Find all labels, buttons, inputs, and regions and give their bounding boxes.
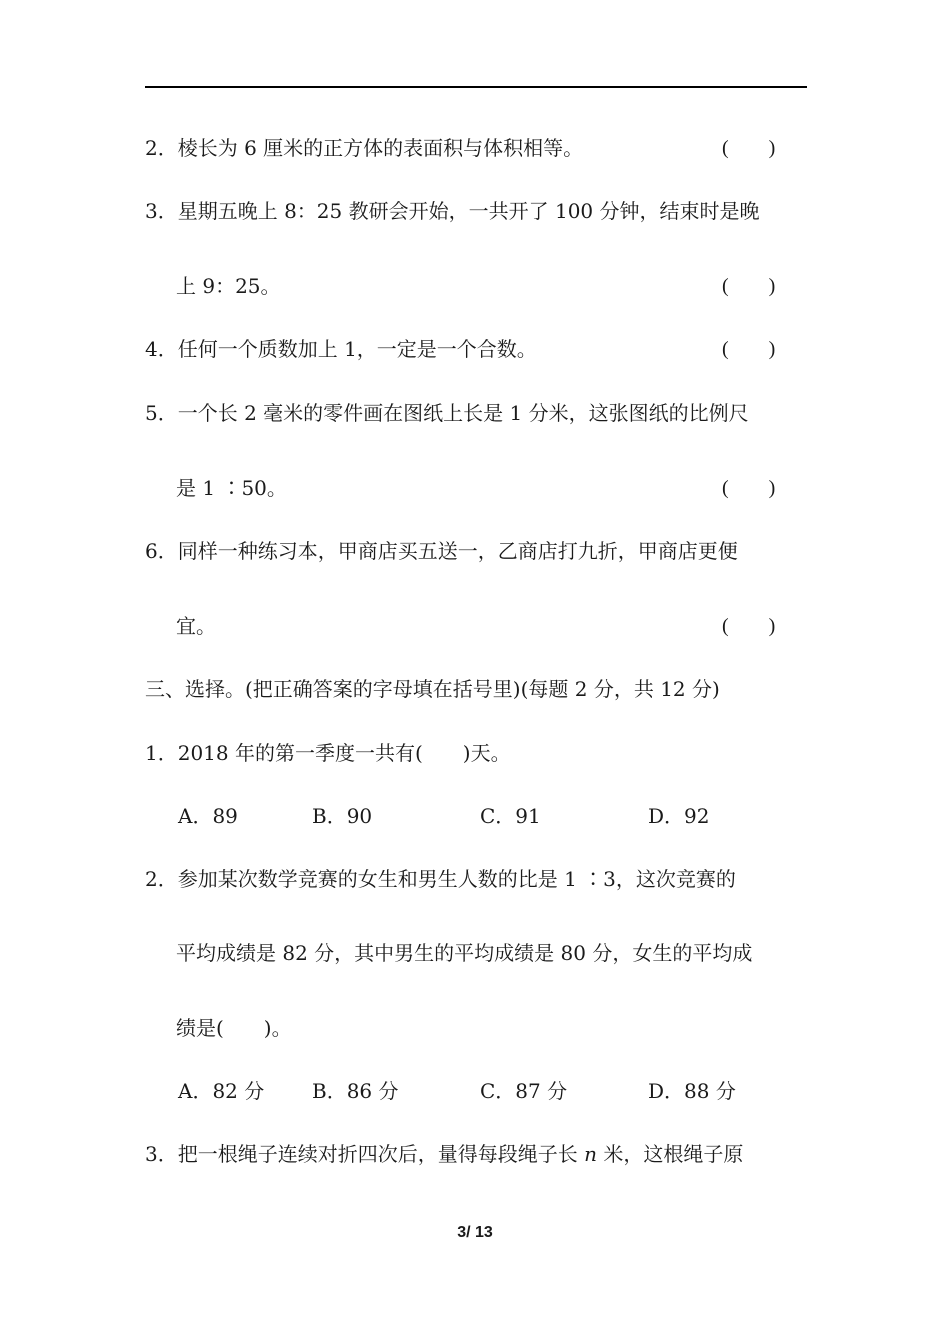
choice-q2-option-c: C．87 分 [480,1079,568,1103]
choice-q1-option-d: D．92 [648,804,710,828]
choice-q3-text: 3．把一根绳子连续对折四次后，量得每段绳子长 [145,1142,585,1166]
choice-q1-option-b: B．90 [312,804,373,828]
answer-paren: ( ) [722,275,776,297]
answer-paren: ( ) [722,338,776,360]
judge-item-3: 3．星期五晚上 8：25 教研会开始，一共开了 100 分钟，结束时是晚 [145,199,760,223]
judge-item-6-cont: 宜。 [176,614,216,638]
choice-q2-option-d: D．88 分 [648,1079,736,1103]
section-3-title: 三、选择。(把正确答案的字母填在括号里)(每题 2 分，共 12 分) [145,677,720,701]
judge-item-2: 2．棱长为 6 厘米的正方体的表面积与体积相等。 [145,136,584,160]
answer-paren: ( ) [722,477,776,499]
choice-q1-option-c: C．91 [480,804,541,828]
choice-q2-cont: 平均成绩是 82 分，其中男生的平均成绩是 80 分，女生的平均成 [176,941,753,965]
header-rule [145,86,807,88]
choice-q3 [145,1141,743,1167]
answer-paren: ( ) [722,615,776,637]
choice-q1: 1．2018 年的第一季度一共有( )天。 [145,741,511,765]
page-number: 3/ 13 [457,1224,493,1241]
choice-q3-text: 米，这根绳子原 [596,1142,744,1166]
choice-q3-variable: n [584,1142,597,1166]
choice-q2-cont: 绩是( )。 [176,1016,292,1040]
judge-item-6: 6．同样一种练习本，甲商店买五送一，乙商店打九折，甲商店更便 [145,539,738,563]
judge-item-5-cont: 是 1 ∶50。 [176,476,287,500]
judge-item-4: 4．任何一个质数加上 1，一定是一个合数。 [145,337,537,361]
choice-q2-option-b: B．86 分 [312,1079,399,1103]
choice-q2-option-a: A．82 分 [178,1079,265,1103]
judge-item-5: 5．一个长 2 毫米的零件画在图纸上长是 1 分米，这张图纸的比例尺 [145,401,749,425]
choice-q2: 2．参加某次数学竞赛的女生和男生人数的比是 1 ∶3，这次竞赛的 [145,867,736,891]
answer-paren: ( ) [722,137,776,159]
choice-q1-option-a: A．89 [178,804,238,828]
judge-item-3-cont: 上 9：25。 [176,274,281,298]
